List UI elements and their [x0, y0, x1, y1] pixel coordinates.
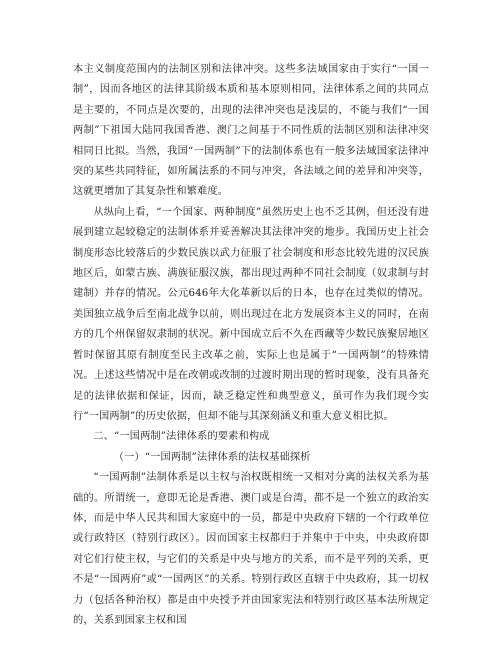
document-page: [73, 60, 429, 631]
section-heading: 二、“一国两制”法律体系的要素和构成: [93, 431, 270, 443]
paragraph-legal-basis: “一国两制”法制体系是以主权与治权既相统一又相对分离的法权关系为基础的。所谓统一，意即无论是香港、澳门或是台湾，都不是一个独立的政治实体，而是中华人民共和国大家庭中的一员，都是中央政府下辖的一个行政单位或行政特区（特别行政区）。因而国家主权都归于并集中于中央，中央政府即对它们行使主权，与它们的关系是中央与地方的关系，而不是平列的关系，更不是“一国两府”或“一国两区”的关系。特别行政区直辖于中央政府，其一切权力（包括各种治权）都是由中央授予并由国家宪法和特别行政区基本法所规定的，关系到国家主权和国: [73, 472, 429, 626]
paragraph-legal-conflict: 本主义制度范围内的法制区别和法律冲突。这些多法域国家由于实行“一国一制”，因而各地区的法律其阶级本质和基本原则相同，法律体系之间的共同点是主要的，不同点是次要的，出现的法律冲突也是浅层的，不能与我们“一国两制”下祖国大陆同我国香港、澳门之间基于不同性质的法制区别和法律冲突相同日比拟。当然，我国“一国两制”下的法制体系也有一般多法域国家法律冲突的某些共同特征，如所属法系的不同与冲突，各法域之间的差异和冲突等，这就更增加了其复杂性和繁难度。: [73, 64, 429, 198]
subsection-heading: （一）“一国两制”法律体系的法权基础探析: [113, 451, 311, 463]
paragraph-historical-view: 从纵向上看，“一个国家、两种制度”虽然历史上也不乏其例，但还没有进展到建立起较稳定的法制体系并妥善解决其法律冲突的地步。我国历史上社会制度形态比较落后的少数民族以武力征服了社会制度和形态比较先进的汉民族地区后，如蒙古族、满族征服汉族，都出现过两种不同社会制度（奴隶制与封建制）并存的情况。公元646年大化革新以后的日本，也存在过类似的情况。美国独立战争后至南北战争以前，则出现过在北方发展资本主义的同时，在南方的几个州保留奴隶制的状况。新中国成立后不久在西藏等少数民族聚居地区暂时保留其原有制度至民主改革之前，实际上也是属于“一国两制”的特殊情况。上述这些情况中是在改朝或改制的过渡时期出现的暂时现象，没有具备充足的法律依据和保证，因而，缺乏稳定性和典型意义，虽可作为我们现今实行“一国两制”的历史依据，但却不能与其深刻涵义和重大意义相比拟。: [73, 206, 429, 422]
